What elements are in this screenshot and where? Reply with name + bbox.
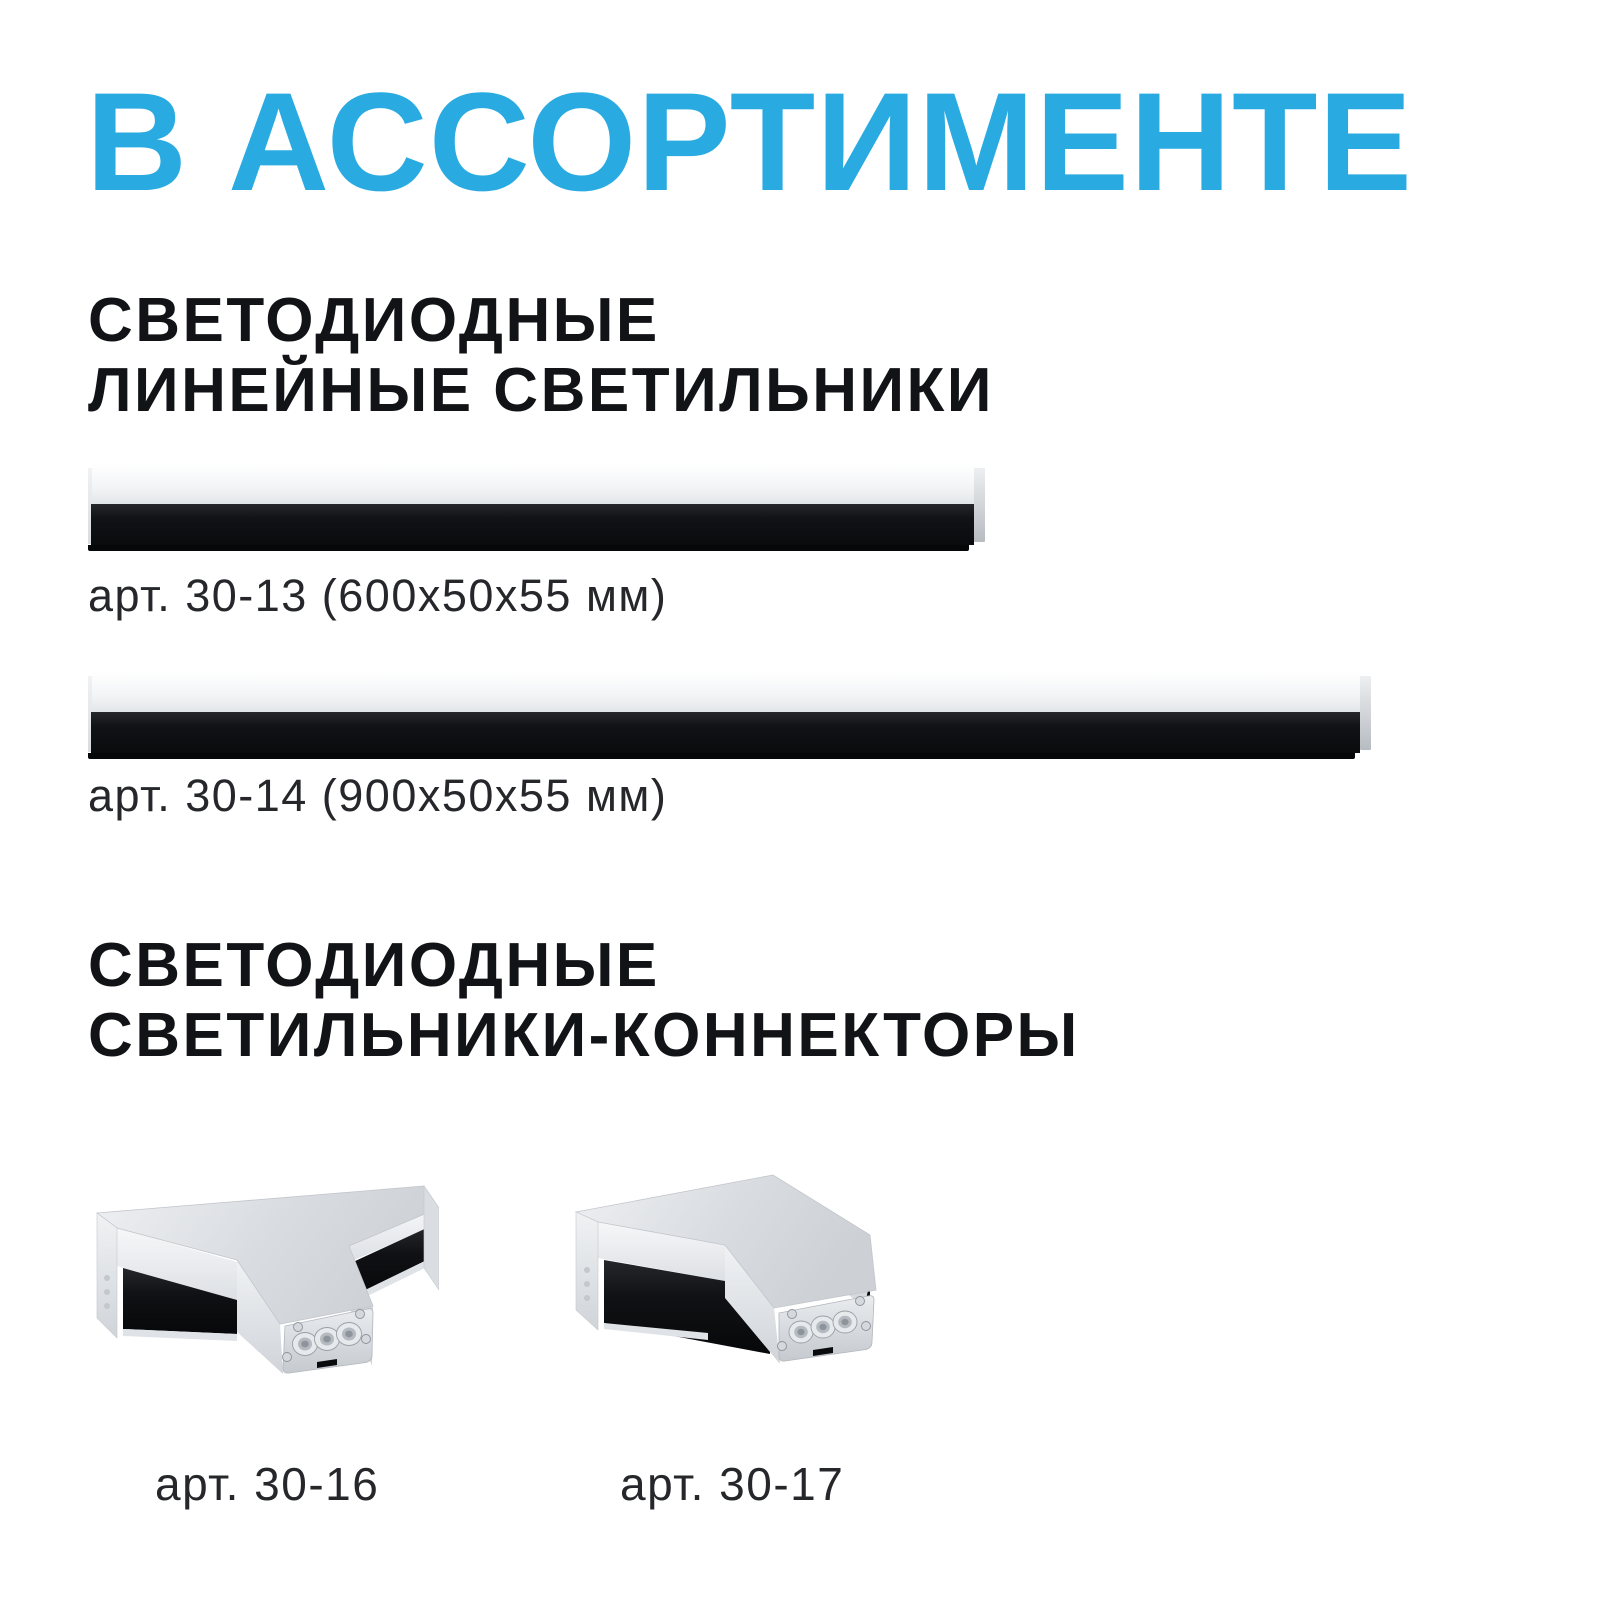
l-left-cap-ports: [584, 1267, 590, 1301]
light-black-housing: [91, 712, 1360, 753]
linear-light-600-image: [88, 460, 985, 552]
light-right-end-cap: [1360, 676, 1371, 750]
linear-light-900-image: [88, 668, 1371, 760]
section-heading-line: СВЕТОДИОДНЫЕ: [88, 931, 660, 1000]
section-heading-line: ЛИНЕЙНЫЕ СВЕТИЛЬНИКИ: [88, 356, 994, 425]
article-label-30-13: арт. 30-13 (600x50x55 мм): [88, 570, 668, 621]
page-title: В АССОРТИМЕНТЕ: [86, 63, 1413, 220]
article-label-30-17: арт. 30-17: [620, 1458, 845, 1510]
t-connector-image: [91, 1156, 439, 1390]
section-heading-line: СВЕТОДИОДНЫЕ: [88, 286, 660, 355]
light-black-housing: [91, 504, 974, 545]
light-diffuser: [92, 464, 977, 504]
section-heading-connectors: [88, 931, 1080, 1071]
l-connector-image: [568, 1150, 880, 1390]
section-heading-line: СВЕТИЛЬНИКИ-КОННЕКТОРЫ: [88, 1001, 1080, 1070]
article-label-30-14: арт. 30-14 (900x50x55 мм): [88, 770, 668, 821]
light-bottom-profile: [88, 753, 1355, 759]
t-right-end-cap: [424, 1186, 439, 1290]
light-diffuser: [92, 672, 1363, 712]
t-left-cap-ports: [104, 1275, 110, 1309]
article-label-30-16: арт. 30-16: [155, 1458, 380, 1510]
light-right-end-cap: [974, 468, 985, 542]
section-heading-linear-lights: [88, 286, 994, 426]
light-bottom-profile: [88, 545, 969, 551]
